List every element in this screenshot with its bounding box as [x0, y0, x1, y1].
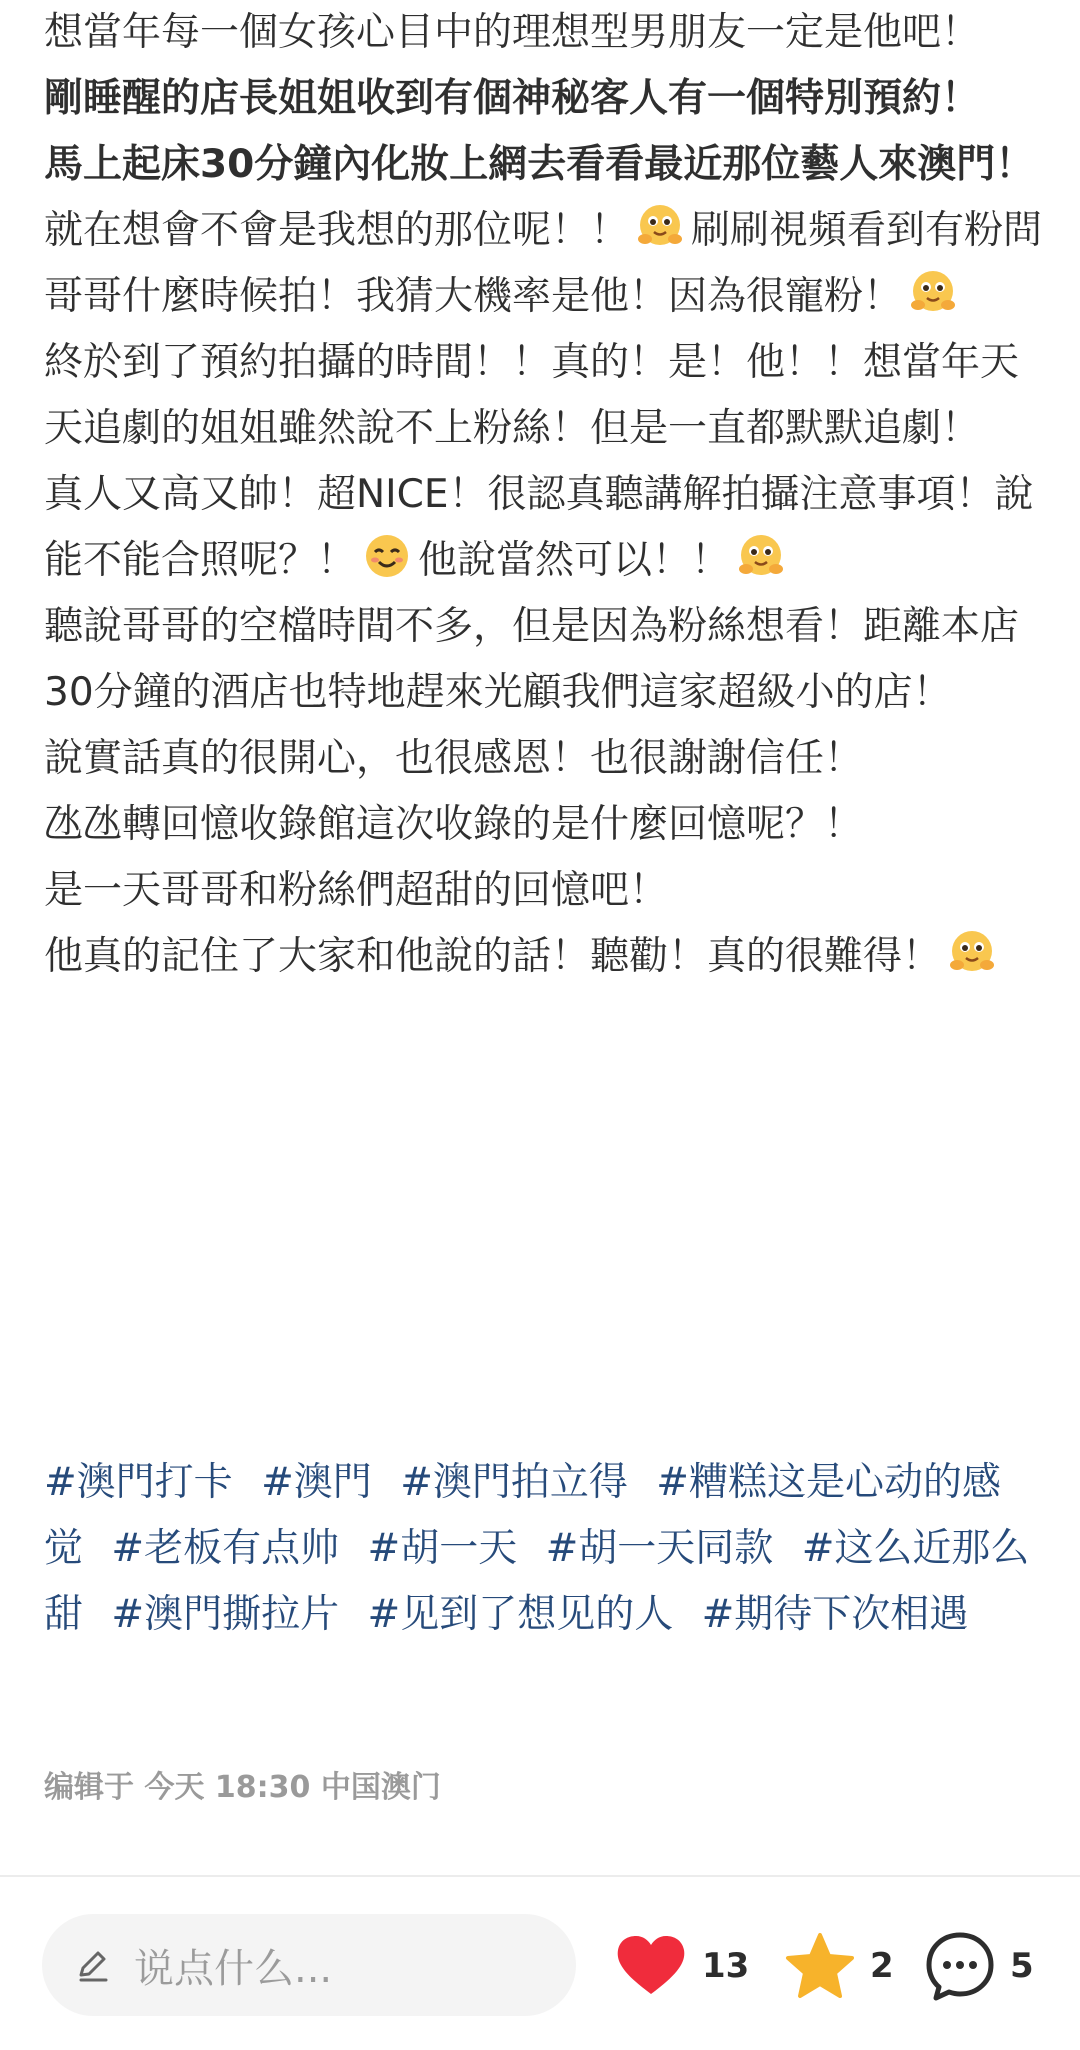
hashtag-link[interactable]: #澳門拍立得 — [400, 1460, 628, 1505]
post-line: 說實話真的很開心，也很感恩！也很謝謝信任！ — [44, 736, 864, 781]
comment-placeholder: 说点什么... — [134, 1945, 333, 1992]
post-body — [44, 0, 1044, 990]
post-paragraph — [44, 198, 1044, 330]
post-paragraph — [44, 726, 1044, 792]
post-line: 聽說哥哥的空檔時間不多，但是因為粉絲想看！距離本店30分鐘的酒店也特地趕來光顧我們這家超級小的店！ — [44, 604, 1020, 715]
post-paragraph — [44, 858, 1044, 924]
post-line: 真人又高又帥！超NICE！很認真聽講解拍攝注意事項！說能不能合照呢？！ — [44, 472, 1034, 583]
hashtag-link[interactable]: #见到了想见的人 — [367, 1592, 674, 1637]
hashtag-link[interactable]: #胡一天 — [367, 1526, 518, 1571]
post-paragraph — [44, 0, 1044, 66]
hashtag-link[interactable]: #澳門撕拉片 — [111, 1592, 340, 1637]
post-paragraph — [44, 594, 1044, 726]
post-paragraph — [44, 66, 1044, 132]
hugging-face-icon — [635, 201, 685, 251]
post-paragraph — [44, 132, 1044, 198]
post-line: 是一天哥哥和粉絲們超甜的回憶吧！ — [44, 868, 669, 913]
hashtag-link[interactable]: #糟糕这是心动的感觉 — [44, 1460, 1001, 1571]
comments-button[interactable] — [924, 1934, 1034, 1998]
post-line: 他真的記住了大家和他說的話！聽勸！真的很難得！ — [44, 934, 942, 979]
like-button[interactable] — [614, 1934, 749, 1998]
hashtag-link[interactable]: #老板有点帅 — [111, 1526, 340, 1571]
post-paragraph — [44, 792, 1044, 858]
divider — [0, 1875, 1080, 1877]
post-line: 他說當然可以！！ — [418, 538, 731, 583]
smiling-face-icon — [362, 531, 412, 581]
edit-timestamp: 编辑于 今天 18:30 中国澳门 — [44, 1770, 441, 1805]
hashtag-link[interactable]: #澳門打卡 — [44, 1460, 233, 1505]
comment-count: 5 — [1010, 1946, 1034, 1986]
hashtag-link[interactable]: #澳門 — [261, 1460, 372, 1505]
like-count: 13 — [702, 1946, 750, 1986]
post-paragraph — [44, 330, 1044, 462]
hugging-face-icon — [947, 927, 997, 977]
post-line: 想當年每一個女孩心目中的理想型男朋友一定是他吧！ — [44, 10, 981, 55]
post-line: 馬上起床30分鐘內化妝上網去看看最近那位藝人來澳門！ — [44, 142, 1035, 187]
bottom-action-bar — [0, 1878, 1080, 2050]
hashtag-link[interactable]: #这么近那么甜 — [44, 1526, 1030, 1637]
post-paragraph — [44, 462, 1044, 594]
post-line: 氹氹轉回憶收錄館這次收錄的是什麼回憶呢？！ — [44, 802, 864, 847]
post-line: 終於到了預約拍攝的時間！！真的！是！他！！想當年天天追劇的姐姐雖然說不上粉絲！但是一直都默默追劇！ — [44, 340, 1020, 451]
post-line: 就在想會不會是我想的那位呢！！ — [44, 208, 630, 253]
favorite-button[interactable] — [784, 1934, 894, 1998]
hashtag-list — [44, 1450, 1034, 1648]
hugging-face-icon — [736, 531, 786, 581]
hashtag-link[interactable]: #胡一天同款 — [545, 1526, 774, 1571]
pencil-icon — [74, 1946, 112, 1984]
post-paragraph — [44, 924, 1044, 990]
favorite-count: 2 — [870, 1946, 894, 1986]
comment-bubble-icon — [924, 1930, 996, 2002]
post-line: 剛睡醒的店長姐姐收到有個神秘客人有一個特別預約！ — [44, 76, 981, 121]
comment-input[interactable] — [42, 1914, 576, 2016]
hugging-face-icon — [908, 267, 958, 317]
post-line: 刷刷視頻看到有粉問哥哥什麼時候拍！我猜大機率是他！因為很寵粉！ — [44, 208, 1043, 319]
hashtag-link[interactable]: #期待下次相遇 — [701, 1592, 969, 1637]
heart-icon — [614, 1934, 688, 1998]
star-icon — [784, 1932, 856, 2000]
